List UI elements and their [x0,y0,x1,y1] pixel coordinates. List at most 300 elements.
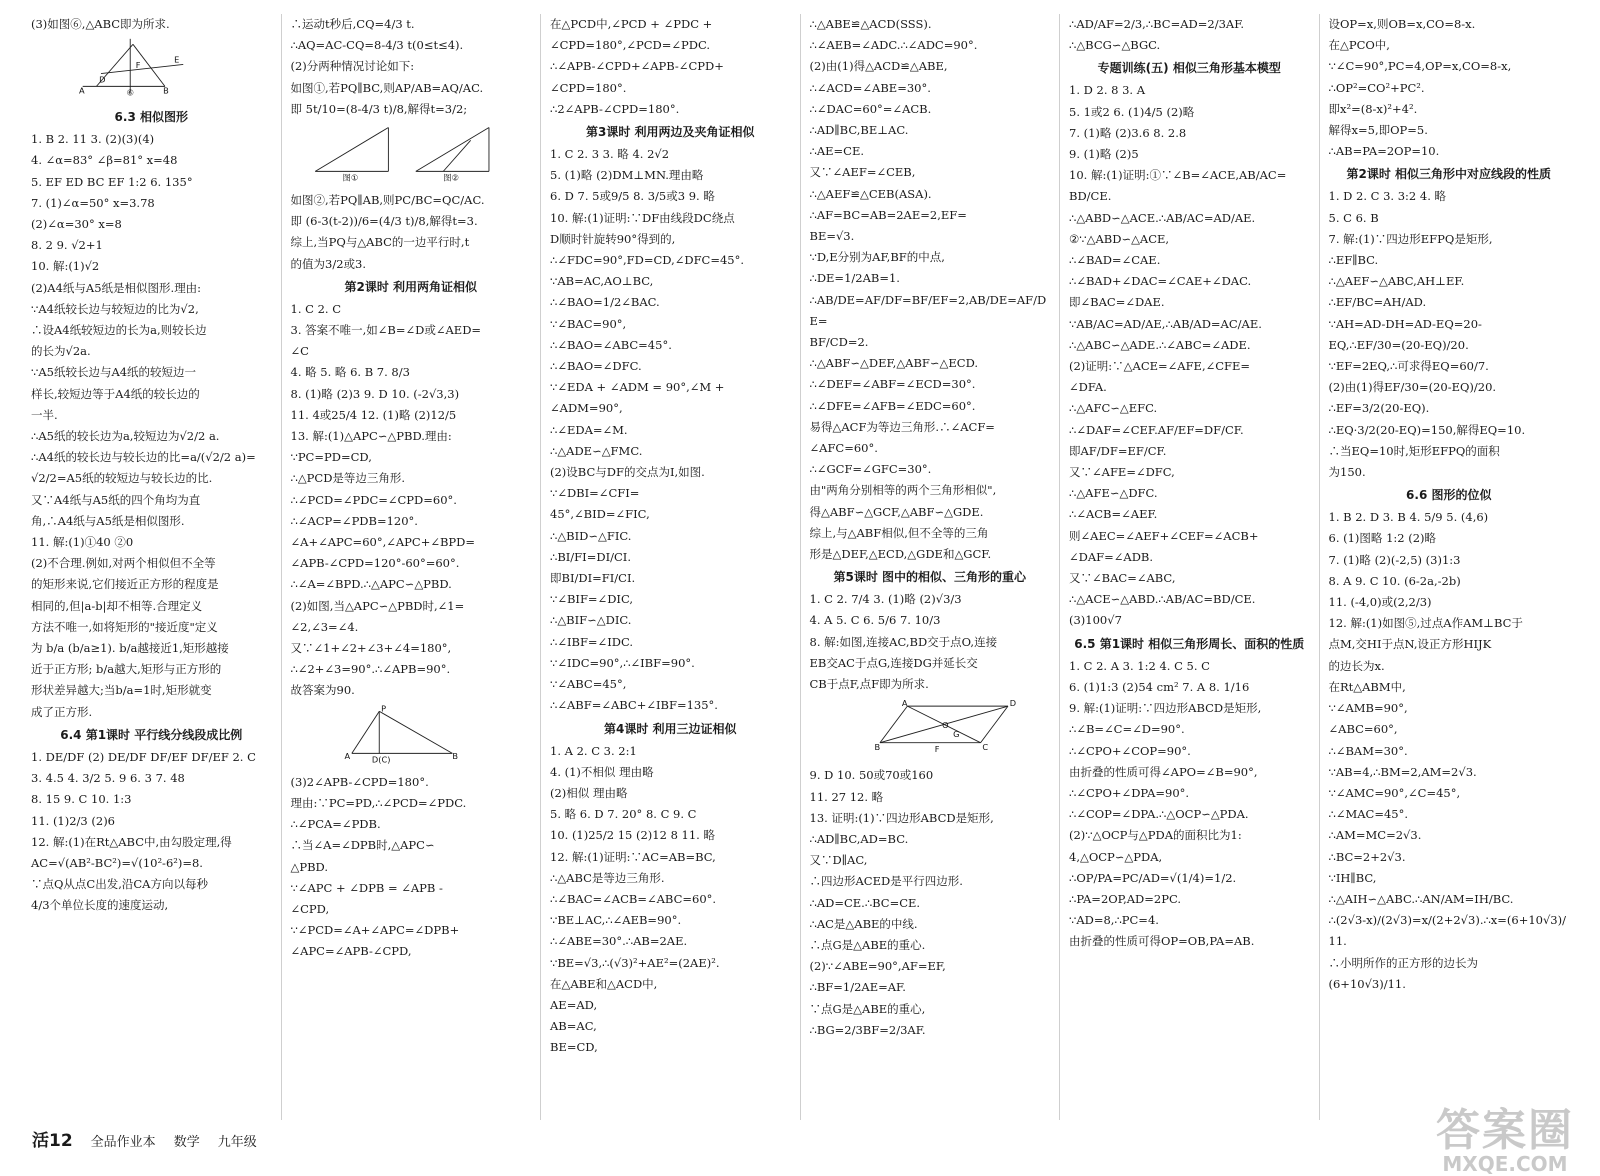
answer-line: ∴∠A=∠BPD.∴△APC∽△PBD. [290,577,452,592]
answer-line: BD/CE. [1069,189,1112,204]
answer-line: ∴AC是△ABE的中线. [809,916,918,931]
answer-line: 4,△OCP∽△PDA, [1069,849,1163,864]
answer-line: ∴△PCD是等边三角形. [290,471,406,486]
answer-line: ∴AD=CE.∴BC=CE. [809,895,921,910]
answer-line: (3)如图⑥,△ABC即为所求. [31,17,170,31]
answer-line: 7. (1)∠α=50° x=3.78 [31,195,155,210]
answer-line: 5. C 6. B [1328,210,1379,225]
subject-label: 数学 [173,1135,200,1150]
answer-line: ∵∠PCD=∠A+∠APC=∠DPB+ [290,923,460,938]
figure-line [879,706,906,743]
answer-line: ∵BE⊥AC,∴∠AEB=90°. [550,913,682,928]
answer-line: ∴∠BAO=∠ABC=45°. [550,337,672,352]
answer-line: ∴2∠APB-∠CPD=180°. [550,101,680,116]
answer-line: (2)∵△OCP与△PDA的面积比为1: [1069,828,1242,843]
answer-line: ∴∠ACD=∠ABE=30°. [809,80,931,95]
answer-line: ∵A5纸较长边与A4纸的较短边一 [31,365,197,380]
figure-line [351,711,378,753]
answer-line: 1. D 2. 8 3. A [1069,83,1146,98]
answer-column [541,14,801,1120]
answer-line: 5. 1或2 6. (1)4/5 (2)略 [1069,104,1195,119]
answer-line: ∴小明所作的正方形的边长为 [1328,955,1478,970]
answer-line: ∵点G是△ABE的重心, [809,1001,926,1016]
triangle-construction-figure [31,37,272,101]
answer-line: ∴∠B=∠C=∠D=90°. [1069,722,1185,737]
answer-line: ∠CPD, [290,901,330,916]
answer-line: (6+10√3)/11. [1328,976,1406,991]
answer-line: 4. 略 5. 略 6. B 7. 8/3 [290,365,410,380]
answer-line: 在△PCD中,∠PCD + ∠PDC + [550,17,713,31]
answer-line: ∠APB-∠CPD=120°-60°=60°. [290,556,460,571]
figure-label: B [163,85,169,96]
answer-line: 11. (1)2/3 (2)6 [31,813,116,828]
parallelogram-figure [810,697,1051,761]
answer-line: ∵∠DBI=∠CFI= [550,486,640,501]
answer-line: 1. C 2. 7/4 3. (1)略 (2)√3/3 [809,592,962,607]
answer-line: ∴四边形ACED是平行四边形. [809,874,963,889]
answer-line: 形是△DEF,△ECD,△GDE和△GCF. [809,547,992,562]
answer-line: ∴当EQ=10时,矩形EFPQ的面积 [1328,443,1500,458]
answer-line: 的长为√2a. [31,344,91,359]
figure-label: 图② [442,172,459,183]
answer-line: √2/2=A5纸的较短边与较长边的比. [31,471,213,486]
answer-line: ∴∠CPO+∠COP=90°. [1069,743,1191,758]
answer-line: ∵点Q从点C出发,沿CA方向以每秒 [31,877,208,892]
answer-line: 即AF/DF=EF/CF. [1069,443,1167,458]
answer-line: ∴△ABF∽△DEF,△ABF∽△ECD. [809,356,979,371]
answer-line: ∵∠EDA + ∠ADM = 90°,∠M + [550,380,725,395]
answer-line: ∠ABC=60°, [1328,722,1398,737]
answer-line: ∠CPD=180°. [550,80,627,95]
answer-line: 7. 解:(1)∵四边形EFPQ是矩形, [1328,231,1493,246]
figure-label: F [135,60,141,71]
figure-label: O [941,720,949,731]
answer-line: 由折叠的性质可得∠APO=∠B=90°, [1069,764,1258,779]
answer-line: ∴(2√3-x)/(2√3)=x/(2+2√3).∴x=(6+10√3)/11. [1328,913,1566,949]
answer-line: ∴∠DFE=∠AFB=∠EDC=60°. [809,398,976,413]
answer-line: (2)不合理.例如,对两个相似但不全等 [31,556,216,571]
answer-line: ∴∠AEB=∠ADC.∴∠ADC=90°. [809,38,978,53]
answer-line: ∴AE=CE. [809,144,865,159]
answer-line: 形状差异越大;当b/a=1时,矩形就变 [31,683,212,698]
answer-line: 如图①,若PQ∥BC,则AP/AB=AQ/AC. [290,80,484,95]
answer-line: ∵∠BAC=90°, [550,316,627,331]
answer-line: AB=AC, [550,1019,597,1034]
answer-line: ∴AQ=AC-CQ=8-4/3 t(0≤t≤4). [290,38,464,53]
answer-line: 如图②,若PQ∥AB,则PC/BC=QC/AC. [290,193,485,208]
answer-line: 6. (1)图略 1:2 (2)略 [1328,531,1437,546]
answer-line: ∴∠COP=∠DPA.∴△OCP∽△PDA. [1069,807,1249,822]
answer-line: △PBD. [290,859,328,874]
answer-line: ∴△AFE∽△DFC. [1069,486,1158,501]
answer-line: ∵∠ABC=45°, [550,677,627,692]
answer-line: ∵EF=2EQ,∴可求得EQ=60/7. [1328,359,1489,374]
figure-label: D [1009,698,1016,709]
answer-line: 13. 证明:(1)∵四边形ABCD是矩形, [809,810,994,825]
answer-line: ∴∠PCA=∠PDB. [290,817,381,832]
answer-line: BE=CD, [550,1040,598,1055]
answer-line: ∴△BIF∽△DIC. [550,613,632,628]
answer-line: ∴AF=BC=AB=2AE=2,EF= [809,207,967,222]
answer-line: ∵PC=PD=CD, [290,450,372,465]
answer-column [1060,14,1320,1120]
answer-line: ∴EF∥BC. [1328,253,1379,268]
answer-line: ∴BG=2/3BF=2/3AF. [809,1022,926,1037]
answer-line: 3. 答案不唯一,如∠B=∠D或∠AED= [290,323,482,338]
answer-line: ∴EF/BC=AH/AD. [1328,295,1427,310]
answer-line: 10. 解:(1)证明:①∵∠B=∠ACE,AB/AC= [1069,168,1287,183]
answer-line: ∵AB=4,∴BM=2,AM=2√3. [1328,764,1477,779]
answer-line: ∴△ABC是等边三角形. [550,870,665,885]
answer-line: ∠DAF=∠ADB. [1069,549,1154,564]
answer-line: ∴△AEF≌△CEB(ASA). [809,186,932,201]
answer-line: 5. EF ED BC EF 1:2 6. 135° [31,174,193,189]
answer-line: ∵∠BIF=∠DIC, [550,592,634,607]
figure-label: A [901,698,908,709]
answer-line: ∴∠DAC=60°=∠ACB. [809,101,932,116]
answer-line: ∵∠AMB=90°, [1328,701,1408,716]
answer-line: BF/CD=2. [809,335,869,350]
figure-label: P [380,703,386,714]
watermark-logo [1436,1105,1574,1176]
answer-line: ∵D,E分别为AF,BF的中点, [809,250,945,265]
answer-line: 10. 解:(1)证明:∵DF由线段DC绕点 [550,210,735,225]
answer-line: 8. A 9. C 10. (6-2a,-2b) [1328,573,1461,588]
answer-line: ∴∠FDC=90°,FD=CD,∠DFC=45°. [550,253,745,268]
two-triangles-figure [291,122,532,186]
answer-line: 10. 解:(1)√2 [31,259,100,274]
answer-line: 为150. [1328,465,1366,480]
answer-line: ∴∠BAD+∠DAC=∠CAE+∠DAC. [1069,274,1252,289]
two-triangles-figure-svg [291,122,532,186]
answer-line: CB于点F,点F即为所求. [809,677,929,692]
answer-line: ∴A5纸的较长边为a,较短边为√2/2 a. [31,429,220,444]
answer-line: 样长,较短边等于A4纸的较长边的 [31,386,200,401]
answer-line: ∠2,∠3=∠4. [290,619,359,634]
answer-line: ∴∠ACB=∠AEF. [1069,507,1158,522]
answer-line: ∴AB/DE=AF/DF=BF/EF=2,AB/DE=AF/DE= [809,292,1047,328]
answer-line: 在△PCO中, [1328,38,1390,53]
answer-line: 1. D 2. C 3. 3:2 4. 略 [1328,189,1447,204]
answer-line: 一半. [31,407,58,422]
answer-line: ∴∠BAO=∠DFC. [550,359,642,374]
answer-line: ∴BI/FI=DI/CI. [550,549,631,564]
section-heading: 第2课时 相似三角形中对应线段的性质 [1346,167,1552,182]
answer-line: ∴OP/PA=PC/AD=√(1/4)=1/2. [1069,870,1237,885]
answer-line: ∴点G是△ABE的重心. [809,937,926,952]
figure-label: F [934,744,940,755]
answer-line: 方法不唯一,如将矩形的"接近度"定义 [31,619,218,634]
answer-line: 综上,当PQ与△ABC的一边平行时,t [290,235,470,250]
grade-label: 九年级 [217,1135,257,1150]
answer-line: 又∵∠BAC=∠ABC, [1069,571,1176,586]
answer-line: ∠C [290,344,309,359]
figure-label: 图① [342,172,358,183]
answer-line: ∴AD∥BC,AD=BC. [809,831,909,846]
answer-line: 由折叠的性质可得OP=OB,PA=AB. [1069,934,1255,949]
answer-line: 解得x=5,即OP=5. [1328,123,1428,138]
answer-line: 9. D 10. 50或70或160 [809,768,934,783]
section-heading: 第4课时 利用三边证相似 [603,721,737,736]
answer-line: ∴∠IBF=∠IDC. [550,634,634,649]
answer-line: 4. (1)不相似 理由略 [550,764,654,779]
answer-line: BE=√3. [809,229,855,244]
answer-line: 1. DE/DF (2) DE/DF DF/EF DF/EF 2. C [31,749,256,764]
answer-line: 即BI/DI=FI/CI. [550,571,636,586]
section-heading: 6.5 第1课时 相似三角形周长、面积的性质 [1074,636,1305,651]
section-heading: 第5课时 图中的相似、三角形的重心 [833,570,1027,585]
answer-line: 的矩形来说,它们接近正方形的程度是 [31,577,219,592]
figure-line [443,140,470,171]
answer-line: (2)∵∠ABE=90°,AF=EF, [809,959,946,974]
answer-line: EQ,∴EF/30=(20-EQ)/20. [1328,337,1469,352]
figure-line [101,65,183,74]
answer-line: ∴∠BAM=30°. [1328,743,1408,758]
answer-line: ∴△ABE≌△ACD(SSS). [809,17,932,31]
answer-line: ∵BE=√3,∴(√3)²+AE²=(2AE)². [550,955,720,970]
answer-line: ∵AH=AD-DH=AD-EQ=20- [1328,316,1482,331]
answer-line: 45°,∠BID=∠FIC, [550,507,650,522]
answer-line: ∴运动t秒后,CQ=4/3 t. [290,17,415,31]
answer-line: 易得△ACF为等边三角形.∴∠ACF= [809,419,995,434]
answer-line: ∴AD/AF=2/3,∴BC=AD=2/3AF. [1069,17,1245,31]
answer-line: ∴∠2+∠3=90°.∴∠APB=90°. [290,662,451,677]
section-heading: 6.3 相似图形 [114,110,188,125]
answer-line: D顺时针旋转90°得到的, [550,231,676,246]
answer-line: ∵AD=8,∴PC=4. [1069,913,1159,928]
answer-line: 10. (1)25/2 15 (2)12 8 11. 略 [550,828,715,843]
triangle-construction-figure-svg [31,37,272,101]
answer-line: 又∵D∥AC, [809,853,868,868]
answer-line: 12. 解:(1)如图⑤,过点A作AM⊥BC于 [1328,616,1523,631]
page-number: 活12 [32,1131,73,1151]
answer-line: ∵∠APC + ∠DPB = ∠APB - [290,880,443,895]
answer-line: 11. 解:(1)①40 ②0 [31,535,134,550]
answer-line: ∠CPD=180°,∠PCD=∠PDC. [550,38,711,53]
answer-line: 5. (1)略 (2)DM⊥MN.理由略 [550,168,704,183]
answer-line: ∠ADM=90°, [550,401,623,416]
answer-line: 11. 27 12. 略 [809,789,884,804]
answer-line: ∴OP²=CO²+PC². [1328,80,1425,95]
answer-line: ∴当∠A=∠DPB时,△APC∽ [290,838,435,853]
answer-line: 11. (-4,0)或(2,2/3) [1328,595,1432,610]
answer-line: ∠DFA. [1069,380,1107,395]
figure-line [315,128,388,172]
answer-line: 6. (1)1:3 (2)54 cm² 7. A 8. 1/16 [1069,679,1250,694]
answer-line: (2)由(1)得△ACD≌△ABE, [809,59,948,74]
answer-line: 相同的,但|a-b|却不相等.合理定义 [31,598,203,613]
answer-line: (2)设BC与DF的交点为I,如图. [550,465,705,480]
answer-line: 在Rt△ABM中, [1328,679,1406,694]
answer-line: 在△ABE和△ACD中, [550,976,658,991]
answer-line: 综上,与△ABF相似,但不全等的三角 [809,525,989,540]
answer-line: ∴∠GCF=∠GFC=30°. [809,462,932,477]
book-title: 全品作业本 [90,1135,156,1150]
figure-label: B [873,742,880,753]
answer-line: 6. D 7. 5或9/5 8. 3/5或3 9. 略 [550,189,715,204]
answer-line: 1. B 2. 11 3. (2)(3)(4) [31,132,155,147]
figure-label: A [79,85,85,96]
answer-line: 12. 解:(1)证明:∵AC=AB=BC, [550,849,716,864]
answer-line: 1. A 2. C 3. 2:1 [550,743,637,758]
answer-column [801,14,1061,1120]
answer-line: 1. C 2. A 3. 1:2 4. C 5. C [1069,658,1210,673]
answer-line: ∵AB=AC,AO⊥BC, [550,274,654,289]
answer-line: (2)如图,当△APC∽△PBD时,∠1= [290,598,465,613]
answer-line: 4. ∠α=83° ∠β=81° x=48 [31,153,178,168]
answer-column [1320,14,1579,1120]
answer-line: ∴△AFC∽△EFC. [1069,401,1158,416]
answer-line: 为 b/a (b/a≥1). b/a越接近1,矩形越接 [31,641,229,656]
answer-line: 4/3个单位长度的速度运动, [31,898,169,913]
answer-line: ∠APC=∠APB-∠CPD, [290,944,412,959]
answer-line: ∴△BID∽△FIC. [550,528,632,543]
figure-line [980,706,1007,743]
answer-line: ∴∠ABF=∠ABC+∠IBF=135°. [550,698,718,713]
answer-line: ∴设A4纸较短边的长为a,则较长边 [31,323,207,338]
answer-line: 4. A 5. C 6. 5/6 7. 10/3 [809,613,941,628]
section-heading: 第2课时 利用两角证相似 [344,279,478,294]
answer-line: ∴EQ·3/2(20-EQ)=150,解得EQ=10. [1328,422,1526,437]
answer-line: 8. (1)略 (2)3 9. D 10. (-2√3,3) [290,386,460,401]
answer-line: ∵∠C=90°,PC=4,OP=x,CO=8-x, [1328,59,1512,74]
answer-line: (3)100√7 [1069,613,1122,628]
answer-line: 点M,交HI于点N,设正方形HIJK [1328,637,1492,652]
answer-line: AC=√(AB²-BC²)=√(10²-6²)=8. [31,855,203,870]
answer-line: 8. 15 9. C 10. 1:3 [31,792,132,807]
answer-line: ∵∠IDC=90°,∴∠IBF=90°. [550,655,695,670]
answer-line: ∴∠EDA=∠M. [550,422,628,437]
answer-line: 12. 解:(1)在Rt△ABC中,由勾股定理,得 [31,834,232,849]
page-footer [32,1126,257,1151]
figure-line [415,128,488,172]
answer-line: 理由:∵PC=PD,∴∠PCD=∠PDC. [290,795,467,810]
figure-label: G [952,729,959,740]
answer-line: 设OP=x,则OB=x,CO=8-x. [1328,17,1476,31]
answer-line: 13. 解:(1)△APC∽△PBD.理由: [290,429,452,444]
figure-label: E [174,54,180,65]
watermark-text-en: MXQE.COM [1442,1152,1568,1176]
answer-line: 3. 4.5 4. 3/2 5. 9 6. 3 7. 48 [31,771,185,786]
answer-line: 7. (1)略 (2)(-2,5) (3)1:3 [1328,552,1461,567]
answer-line: (2)分两种情况讨论如下: [290,59,415,74]
answer-line: ∵A4纸较长边与较短边的比为√2, [31,301,199,316]
answer-line: 9. 解:(1)证明:∵四边形ABCD是矩形, [1069,701,1262,716]
answer-line: ∵AB/AC=AD/AE,∴AB/AD=AC/AE. [1069,316,1262,331]
answer-line: ∴∠ABE=30°.∴AB=2AE. [550,934,688,949]
answer-line: 即 5t/10=(8-4/3 t)/8,解得t=3/2; [290,101,468,116]
answer-line: 得△ABF∽△GCF,△ABF∽△GDE. [809,504,984,519]
answer-line: ∴PA=2OP,AD=2PC. [1069,891,1182,906]
figure-label: B [451,750,458,761]
answer-line: 的边长为x. [1328,658,1385,673]
answer-line: 则∠AEC=∠AEF+∠CEF=∠ACB+ [1069,528,1259,543]
answer-line: ∵IH∥BC, [1328,870,1377,885]
answer-line: 1. C 2. C [290,301,342,316]
answer-line: ∴∠BAO=1/2∠BAC. [550,295,660,310]
answer-line: ∴△ABC∽△ADE.∴∠ABC=∠ADE. [1069,337,1251,352]
answer-line: ∴BF=1/2AE=AF. [809,980,906,995]
answer-line: ∴∠CPO+∠DPA=90°. [1069,785,1190,800]
answer-line: 由"两角分别相等的两个三角形相似", [809,483,997,498]
answer-line: ∴△AIH∽△ABC.∴AN/AM=IH/BC. [1328,891,1514,906]
angle-triangle-figure [291,704,532,768]
answer-line: 即x²=(8-x)²+4². [1328,101,1418,116]
answer-line: ②∵△ABD∽△ACE, [1069,231,1170,246]
figure-line [379,711,452,753]
answer-line: 即∠BAC=∠DAE. [1069,295,1165,310]
figure-label: D [99,74,106,85]
answer-line: ∴∠MAC=45°. [1328,807,1409,822]
answer-line: 的值为3/2或3. [290,256,366,271]
answer-line: 9. (1)略 (2)5 [1069,147,1139,162]
answer-line: ∴△BCG∽△BGC. [1069,38,1161,53]
answer-line: ∴∠DEF=∠ABF=∠ECD=30°. [809,377,976,392]
answer-line: 11. 4或25/4 12. (1)略 (2)12/5 [290,407,457,422]
answer-line: ∵∠AMC=90°,∠C=45°, [1328,785,1461,800]
answer-line: ∴∠ACP=∠PDB=120°. [290,513,418,528]
section-heading: 6.4 第1课时 平行线分线段成比例 [60,727,243,742]
answer-line: 成了正方形. [31,704,93,719]
answer-line: ∴∠APB-∠CPD+∠APB-∠CPD+ [550,59,724,74]
answer-line: ∴EF=3/2(20-EQ). [1328,401,1430,416]
answer-line: 又∵∠AEF=∠CEB, [809,165,916,180]
answer-column [22,14,282,1120]
answer-line: (2)由(1)得EF/30=(20-EQ)/20. [1328,380,1497,395]
answer-line: ∴∠BAC=∠ACB=∠ABC=60°. [550,891,717,906]
answer-line: (2)证明:∵△ACE=∠AFE,∠CFE= [1069,359,1251,374]
section-heading: 第3课时 利用两边及夹角证相似 [585,125,755,140]
answer-line: 8. 解:如图,连接AC,BD交于点O,连接 [809,634,998,649]
answer-line: ∴△AEF∽△ABC,AH⊥EF. [1328,274,1465,289]
answer-line: (2)A4纸与A5纸是相似图形.理由: [31,280,202,295]
answer-line: 角,∴A4纸与A5纸是相似图形. [31,513,185,528]
answer-line: ∴A4纸的较长边与较长边的比=a/(√2/2 a)= [31,450,256,465]
answer-line: 近于正方形; b/a越大,矩形与正方形的 [31,662,222,677]
answer-line: 7. (1)略 (2)3.6 8. 2.8 [1069,125,1187,140]
answer-line: EB交AC于点G,连接DG并延长交 [809,655,978,670]
answer-line: ∴△ACE∽△ABD.∴AB/AC=BD/CE. [1069,592,1256,607]
answer-line: 8. 2 9. √2+1 [31,238,103,253]
answer-line: 1. B 2. D 3. B 4. 5/9 5. (4,6) [1328,510,1489,525]
answer-line: ∴△ADE∽△FMC. [550,443,643,458]
answer-line: (3)2∠APB-∠CPD=180°. [290,774,429,789]
figure-label: C [981,742,988,753]
answer-line: ∴∠BAD=∠CAE. [1069,253,1161,268]
answer-line: 又∵∠AFE=∠DFC, [1069,465,1175,480]
answer-line: 即 (6-3(t-2))/6=(4/3 t)/8,解得t=3. [290,214,478,229]
answer-line: ∠AFC=60°. [809,441,878,456]
answer-column [282,14,542,1120]
answer-line: 又∵∠1+∠2+∠3+∠4=180°, [290,641,452,656]
answer-line: ∴DE=1/2AB=1. [809,271,900,286]
answer-page [22,14,1578,1120]
answer-line: ∴AD∥BC,BE⊥AC. [809,123,909,138]
answer-line: (2)相似 理由略 [550,785,628,800]
parallelogram-figure-svg [810,697,1051,761]
answer-line: 1. C 2. 3 3. 略 4. 2√2 [550,147,670,162]
answer-line: ∴BC=2+2√3. [1328,849,1406,864]
section-heading: 专题训练(五) 相似三角形基本模型 [1097,61,1281,76]
answer-line: ∴AB=PA=2OP=10. [1328,144,1440,159]
angle-triangle-figure-svg [291,704,532,768]
answer-line: 5. 略 6. D 7. 20° 8. C 9. C [550,807,697,822]
answer-line: 又∵A4纸与A5纸的四个角均为直 [31,492,201,507]
figure-label: A [344,750,350,761]
figure-label: ⑥ [126,87,134,98]
answer-line: ∴∠PCD=∠PDC=∠CPD=60°. [290,492,457,507]
answer-line: (2)∠α=30° x=8 [31,217,122,232]
